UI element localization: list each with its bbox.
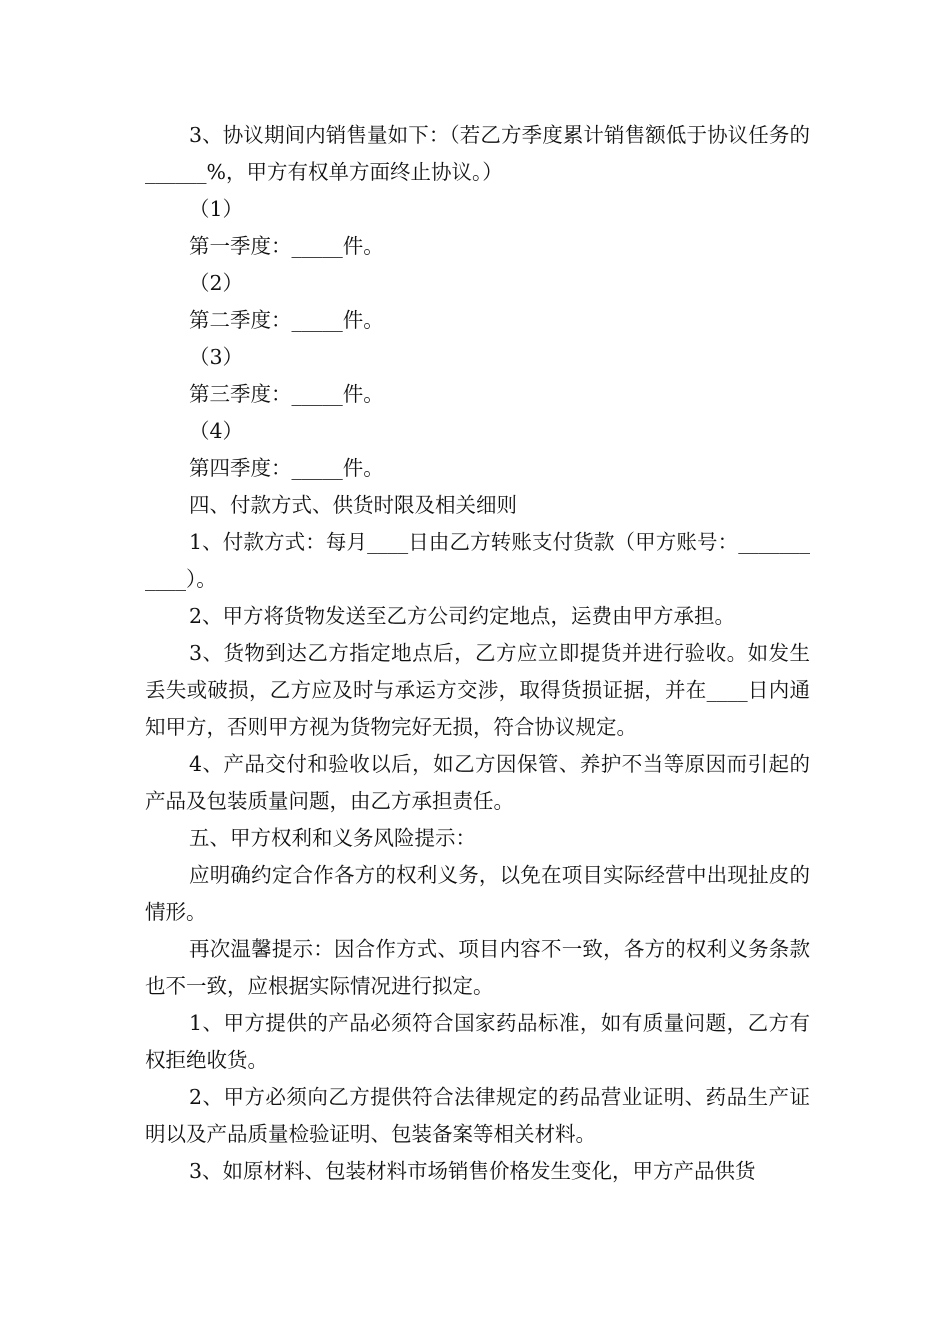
clause-sales-volume: 3、协议期间内销售量如下：（若乙方季度累计销售额低于协议任务的______%，甲方有权单方面终止协议。） [145, 123, 810, 184]
clause-price-change: 3、如原材料、包装材料市场销售价格发生变化，甲方产品供货 [189, 1159, 756, 1183]
note-reminder: 再次温馨提示：因合作方式、项目内容不一致，各方的权利义务条款也不一致，应根据实际情况进行拟定。 [145, 937, 810, 998]
section-heading-payment: 四、付款方式、供货时限及相关细则 [189, 493, 517, 517]
clause-product-standard: 1、甲方提供的产品必须符合国家药品标准，如有质量问题，乙方有权拒绝收货。 [145, 1011, 810, 1072]
clause-liability: 4、产品交付和验收以后，如乙方因保管、养护不当等原因而引起的产品及包装质量问题，由乙方承担责任。 [145, 752, 810, 813]
item-number-3: （3） [189, 345, 244, 369]
quarter-2-line: 第二季度：_____件。 [189, 308, 384, 332]
section-heading-rights: 五、甲方权利和义务风险提示： [189, 826, 476, 850]
clause-certificates: 2、甲方必须向乙方提供符合法律规定的药品营业证明、药品生产证明以及产品质量检验证明、包装备案等相关材料。 [145, 1085, 810, 1146]
clause-payment-method: 1、付款方式：每月____日由乙方转账支付货款（甲方账号：___________）。 [145, 530, 810, 591]
quarter-3-line: 第三季度：_____件。 [189, 382, 384, 406]
quarter-1-line: 第一季度：_____件。 [189, 234, 384, 258]
note-rights-obligations: 应明确约定合作各方的权利义务，以免在项目实际经营中出现扯皮的情形。 [145, 863, 810, 924]
clause-inspection: 3、货物到达乙方指定地点后，乙方应立即提货并进行验收。如发生丢失或破损，乙方应及时与承运方交涉，取得货损证据，并在____日内通知甲方，否则甲方视为货物完好无损，符合协议规定。 [145, 641, 810, 739]
item-number-4: （4） [189, 419, 244, 443]
document-page [145, 117, 810, 1190]
clause-delivery: 2、甲方将货物发送至乙方公司约定地点，运费由甲方承担。 [189, 604, 736, 628]
quarter-4-line: 第四季度：_____件。 [189, 456, 384, 480]
item-number-1: （1） [189, 197, 244, 221]
item-number-2: （2） [189, 271, 244, 295]
